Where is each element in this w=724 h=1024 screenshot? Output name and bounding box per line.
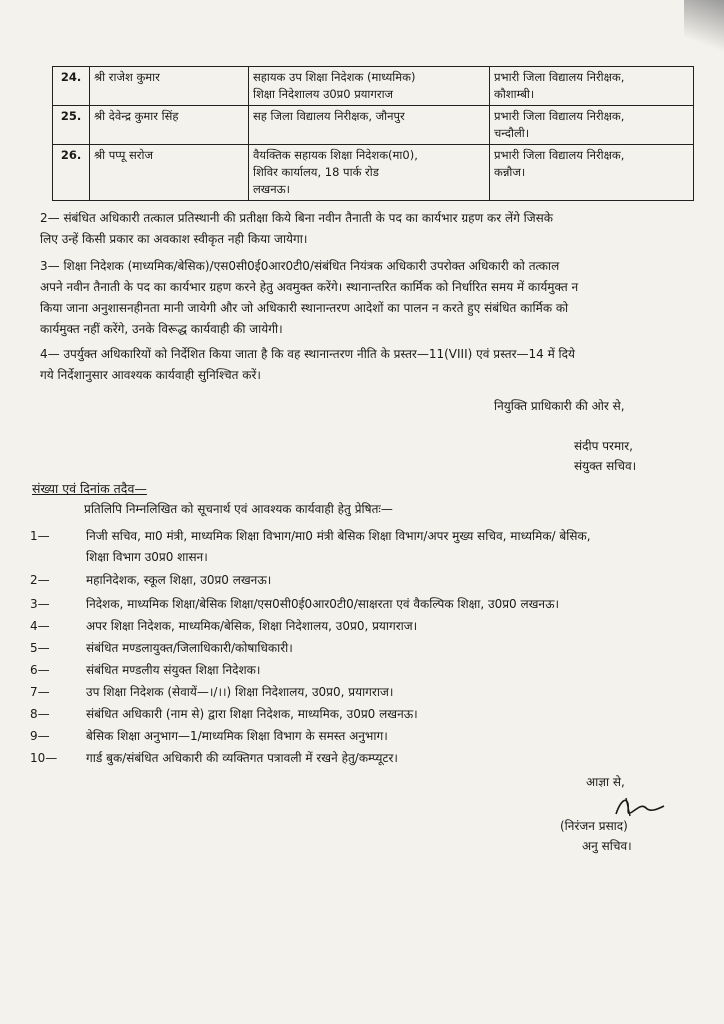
list-text: गार्ड बुक/संबंधित अधिकारी की व्यक्तिगत पत्रावली में रखने हेतु/कम्प्यूटर। <box>86 751 398 765</box>
post-line: कन्नौज। <box>494 165 526 179</box>
list-number: 10— <box>30 751 58 765</box>
post-line: सह जिला विद्यालय निरीक्षक, जौनपुर <box>253 109 405 123</box>
post-line: प्रभारी जिला विद्यालय निरीक्षक, <box>494 148 625 162</box>
list-number: 1— <box>30 529 50 543</box>
list-text: संबंधित मण्डलीय संयुक्त शिक्षा निदेशक। <box>86 663 261 677</box>
list-number: 5— <box>30 641 50 655</box>
paragraph-line: किया जाना अनुशासनहीनता मानी जायेगी और जो अधिकारी स्थानान्तरण आदेशों का पालन न करते हुए संबंधित कार्मिक को <box>40 301 569 315</box>
list-number: 9— <box>30 729 50 743</box>
row-number: 25. <box>53 106 90 145</box>
paragraph-line: कार्यमुक्त नहीं करेंगे, उनके विरूद्ध कार्यवाही की जायेगी। <box>40 322 283 336</box>
post-line: प्रभारी जिला विद्यालय निरीक्षक, <box>494 109 625 123</box>
paragraph-2 <box>40 208 696 250</box>
row-number: 26. <box>53 145 90 201</box>
list-text: अपर शिक्षा निदेशक, माध्यमिक/बेसिक, शिक्षा निदेशालय, उ0प्र0, प्रयागराज। <box>86 619 418 633</box>
page-edge-shadow <box>684 0 724 60</box>
signatory-name: संदीप परमार, <box>574 439 633 453</box>
table-row <box>53 106 694 145</box>
post-line: कौशाम्बी। <box>494 87 535 101</box>
list-text: शिक्षा विभाग उ0प्र0 शासन। <box>86 550 208 564</box>
list-text: संबंधित मण्डलायुक्त/जिलाधिकारी/कोषाधिकारी। <box>86 641 293 655</box>
by-order-line: आज्ञा से, <box>586 775 625 789</box>
list-text: संबंधित अधिकारी (नाम से) द्वारा शिक्षा निदेशक, माध्यमिक, उ0प्र0 लखनऊ। <box>86 707 418 721</box>
signatory-block <box>574 436 636 476</box>
table-row <box>53 145 694 201</box>
authority-line: नियुक्ति प्राधिकारी की ओर से, <box>494 399 625 413</box>
current-post <box>249 67 490 106</box>
signatory-title: संयुक्त सचिव। <box>574 459 637 473</box>
current-post <box>249 145 490 201</box>
list-text: निदेशक, माध्यमिक शिक्षा/बेसिक शिक्षा/एस0सी0ई0आर0टी0/साक्षरता एवं वैकल्पिक शिक्षा, उ0प्र0 लखनऊ। <box>86 597 560 611</box>
closing-title: अनु सचिव। <box>582 839 632 853</box>
new-post <box>490 67 694 106</box>
list-text: बेसिक शिक्षा अनुभाग—1/माध्यमिक शिक्षा विभाग के समस्त अनुभाग। <box>86 729 388 743</box>
officer-name: श्री राजेश कुमार <box>90 67 249 106</box>
closing-block <box>560 816 632 856</box>
new-post <box>490 145 694 201</box>
transfer-table <box>52 66 694 201</box>
list-number: 8— <box>30 707 50 721</box>
copy-heading: संख्या एवं दिनांक तदैव— <box>32 481 147 496</box>
list-item <box>30 526 720 570</box>
post-line: सहायक उप शिक्षा निदेशक (माध्यमिक) <box>253 70 416 84</box>
list-number: 3— <box>30 597 50 611</box>
post-line: शिक्षा निदेशालय उ0प्र0 प्रयागराज <box>253 87 394 101</box>
list-number: 4— <box>30 619 50 633</box>
row-number: 24. <box>53 67 90 106</box>
current-post <box>249 106 490 145</box>
paragraph-line: लिए उन्हें किसी प्रकार का अवकाश स्वीकृत नही किया जायेगा। <box>40 232 308 246</box>
post-line: शिविर कार्यालय, 18 पार्क रोड <box>253 165 379 179</box>
copy-intro: प्रतिलिपि निम्नलिखित को सूचनार्थ एवं आवश्यक कार्यवाही हेतु प्रेषितः— <box>84 502 393 516</box>
list-text: निजी सचिव, मा0 मंत्री, माध्यमिक शिक्षा विभाग/मा0 मंत्री बेसिक शिक्षा विभाग/अपर मुख्य सचिव, माध्यमिक/ बेसिक, <box>86 529 591 543</box>
officer-name: श्री देवेन्द्र कुमार सिंह <box>90 106 249 145</box>
list-text: उप शिक्षा निदेशक (सेवायें—।/।।) शिक्षा निदेशालय, उ0प्र0, प्रयागराज। <box>86 685 394 699</box>
post-line: चन्दौली। <box>494 126 530 140</box>
paragraph-line: 2— संबंधित अधिकारी तत्काल प्रतिस्थानी की प्रतीक्षा किये बिना नवीन तैनाती के पद का कार्यभार ग्रहण कर लेंगे जिसके <box>40 211 553 225</box>
paragraph-line: 3— शिक्षा निदेशक (माध्यमिक/बेसिक)/एस0सी0ई0आर0टी0/संबंधित नियंत्रक अधिकारी उपरोक्त अधिकारी को तत्काल <box>40 259 560 273</box>
paragraph-4 <box>40 344 696 386</box>
table-row <box>53 67 694 106</box>
post-line: प्रभारी जिला विद्यालय निरीक्षक, <box>494 70 625 84</box>
post-line: वैयक्तिक सहायक शिक्षा निदेशक(मा0), <box>253 148 418 162</box>
paragraph-3 <box>40 256 696 340</box>
list-number: 2— <box>30 573 50 587</box>
new-post <box>490 106 694 145</box>
list-number: 6— <box>30 663 50 677</box>
closing-name: (निरंजन प्रसाद) <box>560 819 628 833</box>
officer-name: श्री पप्पू सरोज <box>90 145 249 201</box>
paragraph-line: 4— उपर्युक्त अधिकारियों को निर्देशित किया जाता है कि वह स्थानान्तरण नीति के प्रस्तर—11(VIII) एवं प्रस्तर—14 में दिये <box>40 347 575 361</box>
post-line: लखनऊ। <box>253 182 290 196</box>
paragraph-line: अपने नवीन तैनाती के पद का कार्यभार ग्रहण करने हेतु अवमुक्त करेंगे। स्थानान्तरित कार्मिक को निर्धारित समय में कार्यमुक्त न <box>40 280 579 294</box>
list-text: महानिदेशक, स्कूल शिक्षा, उ0प्र0 लखनऊ। <box>86 573 272 587</box>
paragraph-line: गये निर्देशानुसार आवश्यक कार्यवाही सुनिश्चित करें। <box>40 368 261 382</box>
list-number: 7— <box>30 685 50 699</box>
